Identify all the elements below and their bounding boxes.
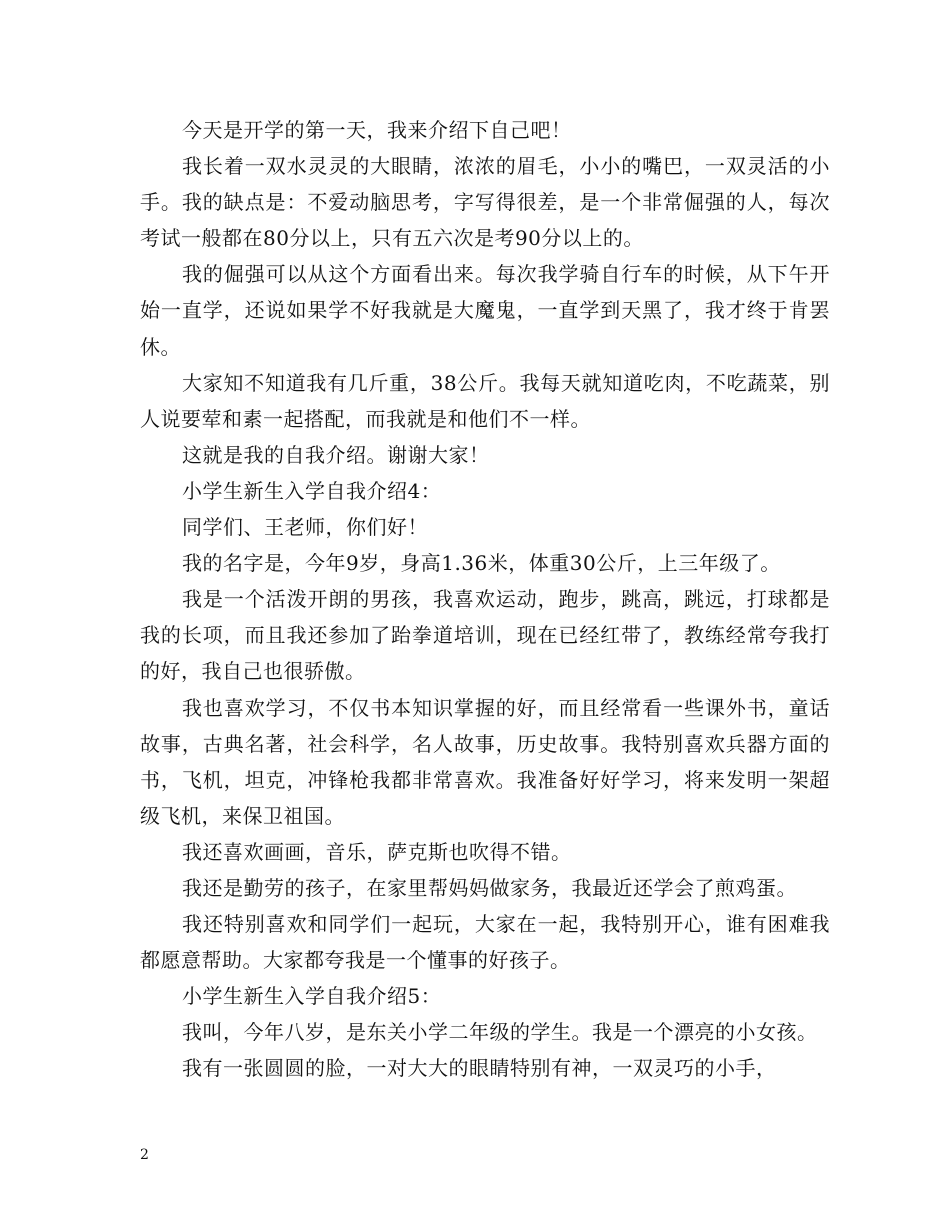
paragraph: 我还特别喜欢和同学们一起玩，大家在一起，我特别开心，谁有困难我都愿意帮助。大家都夸我是一个懂事的好孩子。 <box>140 912 830 973</box>
paragraph: 我叫，今年八岁，是东关小学二年级的学生。我是一个漂亮的小女孩。 <box>182 1020 818 1045</box>
paragraph: 我是一个活泼开朗的男孩，我喜欢运动，跑步，跳高，跳远，打球都是我的长项，而且我还参加了跆拳道培训，现在已经红带了，教练经常夸我打的好，我自己也很骄傲。 <box>140 587 830 684</box>
paragraph: 我的名字是，今年9岁，身高1.36米，体重30公斤，上三年级了。 <box>182 551 781 576</box>
paragraph: 我有一张圆圆的脸，一对大大的眼睛特别有神，一双灵巧的小手， <box>182 1056 777 1081</box>
paragraph: 这就是我的自我介绍。谢谢大家！ <box>182 442 490 467</box>
paragraph: 大家知不知道我有几斤重，38公斤。我每天就知道吃肉，不吃蔬菜，别人说要荤和素一起搭配，而我就是和他们不一样。 <box>140 370 830 431</box>
paragraph: 同学们、王老师，你们好！ <box>182 515 428 540</box>
paragraph: 我还喜欢画画，音乐，萨克斯也吹得不错。 <box>182 839 572 864</box>
document-body <box>140 112 830 1087</box>
section-heading: 小学生新生入学自我介绍4： <box>182 478 442 503</box>
paragraph: 我长着一双水灵灵的大眼睛，浓浓的眉毛，小小的嘴巴，一双灵活的小手。我的缺点是：不爱动脑思考，字写得很差，是一个非常倔强的人，每次考试一般都在80分以上，只有五六次是考90分以上的。 <box>140 154 830 251</box>
paragraph: 今天是开学的第一天，我来介绍下自己吧！ <box>182 118 572 142</box>
page-number: 2 <box>140 1147 149 1163</box>
paragraph: 我也喜欢学习，不仅书本知识掌握的好，而且经常看一些课外书，童话故事，古典名著，社会科学，名人故事，历史故事。我特别喜欢兵器方面的书，飞机，坦克，冲锋枪我都非常喜欢。我准备好好学习，将来发明一架超级飞机，来保卫祖国。 <box>140 695 830 828</box>
paragraph: 我还是勤劳的孩子，在家里帮妈妈做家务，我最近还学会了煎鸡蛋。 <box>182 875 797 900</box>
paragraph: 我的倔强可以从这个方面看出来。每次我学骑自行车的时候，从下午开始一直学，还说如果学不好我就是大魔鬼，一直学到天黑了，我才终于肯罢休。 <box>140 262 830 359</box>
section-heading: 小学生新生入学自我介绍5： <box>182 984 442 1009</box>
